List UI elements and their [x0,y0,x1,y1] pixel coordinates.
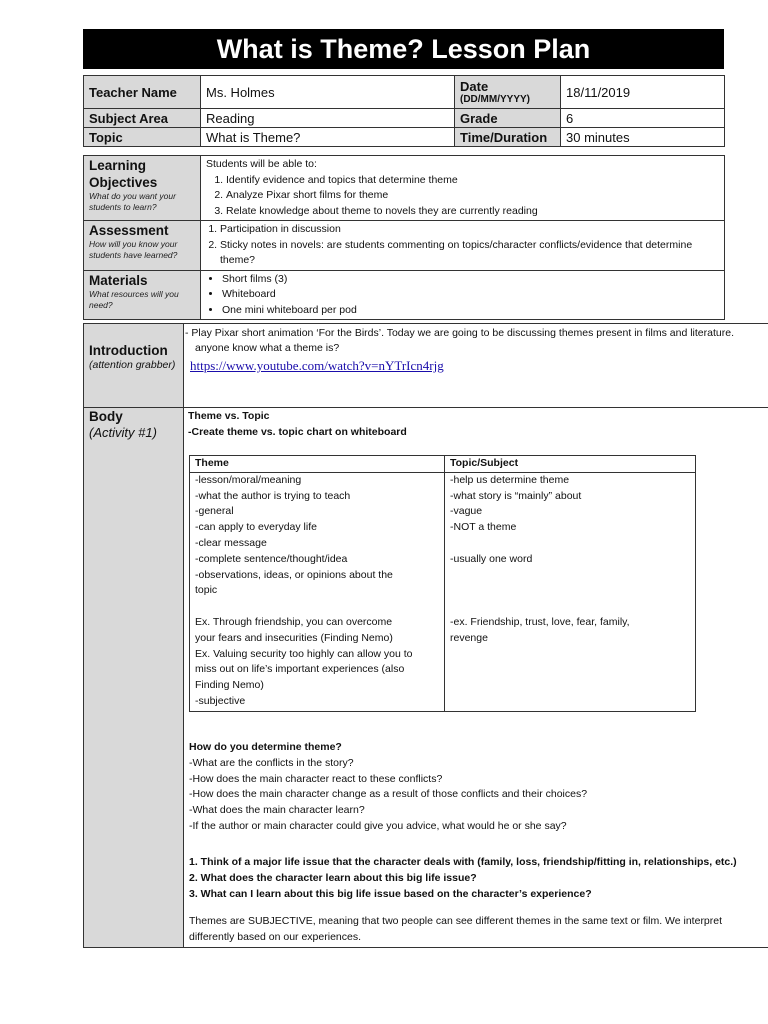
step-item: 1. Think of a major life issue that the character deals with (family, loss, friendship/fitting in, relationships, etc.) [189,856,737,868]
topic-line [450,583,690,599]
topic-line: -usually one word [450,552,533,565]
steps-block [189,855,768,902]
objectives-content [201,156,725,221]
step-item: 3. What can I learn about this big life issue based on the character’s experience? [189,887,592,900]
topic-line [450,568,690,584]
date-label-cell [455,76,561,109]
theme-line: -what the author is trying to teach [195,489,351,502]
closing-line: Themes are SUBJECTIVE, meaning that two people can see different themes in the same text or film. We interpret [189,915,723,927]
topic-line: revenge [450,631,488,644]
assessment-item: 2. Sticky notes in novels: are students commenting on topics/character conflicts/evidence that determine theme? [220,238,719,269]
theme-line: your fears and insecurities (Finding Nemo) [195,631,393,644]
materials-label-cell [84,270,201,320]
time-duration-label: Time/Duration [455,128,561,147]
theme-line: Finding Nemo) [195,679,264,692]
teacher-name-label: Teacher Name [84,76,201,109]
closing-line: differently based on our experiences. [189,930,361,943]
theme-line: Ex. Through friendship, you can overcome [195,615,393,628]
theme-line: topic [195,584,218,597]
grade-label: Grade [455,109,561,128]
introduction-content [185,326,768,373]
material-item: • Short films (3) [222,272,719,288]
date-label: Date [460,79,489,94]
body-note: (Activity #1) [89,425,157,440]
introduction-text: - Play Pixar short animation ‘For the Birds’. Today we are going to be discussing themes present in films and literature. [185,327,734,339]
theme-line: -subjective [195,694,246,707]
body-label: Body [89,409,123,424]
topic-line: -ex. Friendship, trust, love, fear, family, [450,615,630,628]
objective-item: 2. Analyze Pixar short films for theme [226,188,719,204]
date-value: 18/11/2019 [561,76,725,109]
questions-block [189,740,768,835]
theme-vs-topic-table [189,455,696,712]
material-item: • One mini whiteboard per pod [222,303,719,319]
assessment-item: 1. Participation in discussion [220,222,719,238]
material-item: • Whiteboard [222,287,719,303]
body-heading-block [188,409,768,441]
assessment-hint: How will you know your students have learned? [89,239,178,260]
section-divider [83,407,768,408]
topic-line: -vague [450,505,483,518]
theme-line: -can apply to everyday life [195,521,317,534]
closing-note [189,914,768,946]
body-subheading: -Create theme vs. topic chart on whiteboard [188,425,407,438]
topic-line [450,536,690,552]
theme-line [195,599,439,615]
procedure-section [83,323,768,948]
grade-value: 6 [561,109,725,128]
question-item: -What are the conflicts in the story? [189,756,354,769]
introduction-note: (attention grabber) [89,359,176,371]
lesson-info-table [83,75,725,147]
objective-item: 1. Identify evidence and topics that determine theme [226,173,719,189]
theme-line: -observations, ideas, or opinions about the [195,568,393,581]
topic-column-cell [445,472,696,711]
subject-area-label: Subject Area [84,109,201,128]
youtube-link[interactable]: https://www.youtube.com/watch?v=nYTrIcn4rjg [190,358,444,373]
questions-heading: How do you determine theme? [189,741,342,753]
time-duration-value: 30 minutes [561,128,725,147]
objectives-label: Learning Objectives [89,158,158,190]
question-item: -If the author or main character could give you advice, what would he or she say? [189,819,567,832]
topic-line [450,599,690,615]
assessment-label: Assessment [89,223,169,238]
topic-label: Topic [84,128,201,147]
topic-line: -what story is “mainly” about [450,489,582,502]
question-item: -What does the main character learn? [189,804,365,817]
document-title: What is Theme? Lesson Plan [83,29,724,69]
materials-hint: What resources will you need? [89,288,179,310]
topic-line: -NOT a theme [450,521,517,534]
objectives-table [83,155,725,320]
objectives-hint: What do you want your students to learn? [89,191,176,212]
topic-column-header: Topic/Subject [445,456,696,473]
introduction-label: Introduction [89,343,168,358]
teacher-name-value: Ms. Holmes [201,76,455,109]
assessment-content [201,221,725,271]
theme-line: miss out on life’s important experiences (also [195,663,405,676]
body-heading: Theme vs. Topic [188,410,270,422]
theme-column-cell [190,472,445,711]
theme-line: -general [195,505,234,518]
theme-line: -complete sentence/thought/idea [195,552,348,565]
assessment-label-cell [84,221,201,271]
theme-line: -clear message [195,536,267,549]
step-item: 2. What does the character learn about this big life issue? [189,871,477,884]
objectives-intro: Students will be able to: [206,158,317,170]
question-item: -How does the main character change as a result of those conflicts and their choices? [189,788,588,801]
materials-content [201,270,725,320]
date-format: (DD/MM/YYYY) [460,94,530,105]
question-item: -How does the main character react to these conflicts? [189,772,443,785]
topic-line: -help us determine theme [450,473,570,486]
objectives-label-cell [84,156,201,221]
objective-item: 3. Relate knowledge about theme to novels they are currently reading [226,204,719,220]
subject-area-value: Reading [201,109,455,128]
theme-line: -lesson/moral/meaning [195,473,302,486]
materials-label: Materials [89,272,148,288]
topic-value: What is Theme? [201,128,455,147]
body-label-cell [89,409,181,441]
introduction-text-cont: anyone know what a theme is? [195,342,340,354]
theme-column-header: Theme [190,456,445,473]
introduction-label-cell [89,343,181,372]
theme-line: Ex. Valuing security too highly can allow you to [195,647,413,660]
